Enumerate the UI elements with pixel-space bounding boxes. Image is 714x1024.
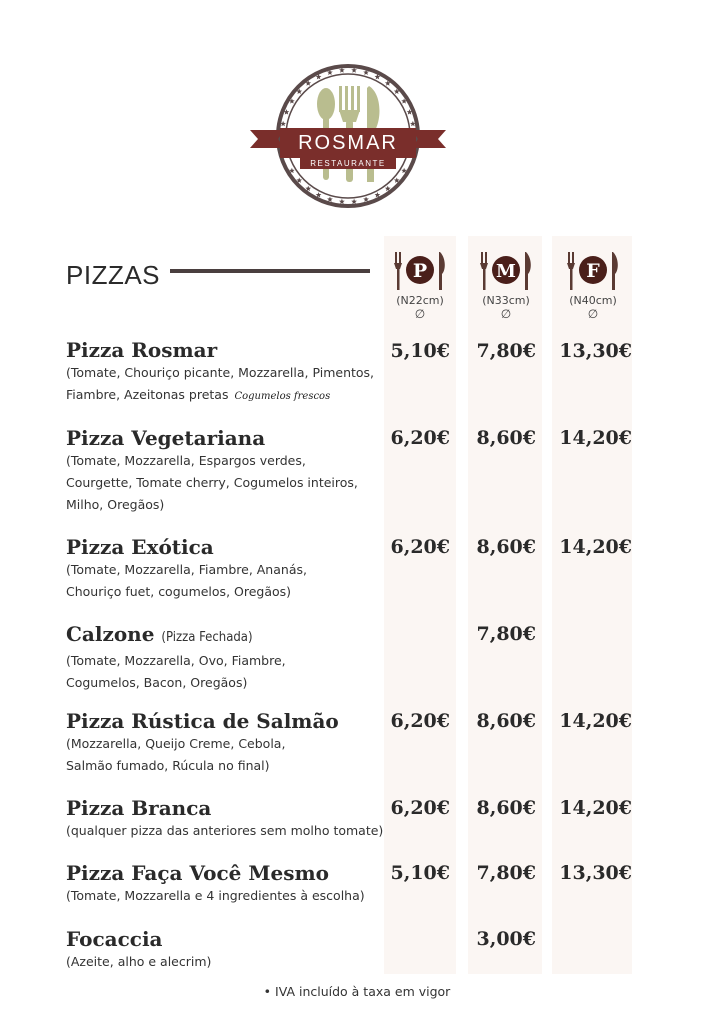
price-p: 6,20€ xyxy=(390,710,450,732)
price-p: 6,20€ xyxy=(390,797,450,819)
price-p: 5,10€ xyxy=(390,340,450,362)
size-header-m xyxy=(474,248,538,321)
price-m: 3,00€ xyxy=(476,928,536,950)
price-f: 13,30€ xyxy=(559,862,632,884)
price-f: 13,30€ xyxy=(559,340,632,362)
price-m: 7,80€ xyxy=(476,623,536,645)
size-plate-icon xyxy=(390,248,450,292)
item-description-line: Courgette, Tomate cherry, Cogumelos inteiros, xyxy=(66,475,358,490)
price-p: 5,10€ xyxy=(390,862,450,884)
section-title: PIZZAS xyxy=(66,260,161,290)
section-divider xyxy=(170,269,370,273)
price-m: 7,80€ xyxy=(476,340,536,362)
item-description-line: Cogumelos, Bacon, Oregãos) xyxy=(66,675,248,690)
diameter-symbol: ∅ xyxy=(500,307,512,321)
item-name: Pizza Rústica de Salmão xyxy=(66,709,339,733)
price-m: 8,60€ xyxy=(476,710,536,732)
item-description-line: (Tomate, Mozzarella, Espargos verdes, xyxy=(66,453,306,468)
item-description-line: (Tomate, Chouriço picante, Mozzarella, Pimentos, xyxy=(66,365,375,380)
item-name: Pizza Branca xyxy=(66,796,212,820)
menu-item-calzone xyxy=(66,622,286,694)
size-header-f xyxy=(561,248,625,321)
price-f: 14,20€ xyxy=(559,797,632,819)
size-dimension: (N22cm) xyxy=(396,294,444,307)
size-plate-icon xyxy=(476,248,536,292)
item-name: Focaccia xyxy=(66,927,163,951)
menu-item-focaccia xyxy=(66,927,211,973)
star-icon xyxy=(351,199,357,204)
logo-brand: ROSMAR xyxy=(298,132,398,154)
item-description-line: (Azeite, alho e alecrim) xyxy=(66,954,212,969)
item-name-note: (Pizza Fechada) xyxy=(161,630,253,645)
item-description-line: (Tomate, Mozzarella, Fiambre, Ananás, xyxy=(66,562,307,577)
item-name: Calzone xyxy=(66,622,155,646)
item-name: Pizza Vegetariana xyxy=(66,426,266,450)
item-description-line: (Mozzarella, Queijo Creme, Cebola, xyxy=(66,736,286,751)
item-description-line: Milho, Oregãos) xyxy=(66,497,165,512)
item-description-line: Salmão fumado, Rúcula no final) xyxy=(66,758,270,773)
price-f: 14,20€ xyxy=(559,536,632,558)
menu-item-pizza-faca-voce-mesmo xyxy=(66,861,365,907)
item-name: Pizza Exótica xyxy=(66,535,214,559)
restaurant-logo xyxy=(244,58,452,214)
menu-item-pizza-rustica-salmao xyxy=(66,709,339,777)
diameter-symbol: ∅ xyxy=(587,307,599,321)
size-letter: P xyxy=(412,260,428,282)
diameter-symbol: ∅ xyxy=(414,307,426,321)
menu-item-pizza-branca xyxy=(66,796,383,842)
star-icon xyxy=(339,199,345,204)
price-m: 8,60€ xyxy=(476,427,536,449)
size-plate-icon xyxy=(563,248,623,292)
item-name: Pizza Rosmar xyxy=(66,338,218,362)
item-description-line: Chouriço fuet, cogumelos, Oregãos) xyxy=(66,584,292,599)
handwritten-note: Cogumelos frescos xyxy=(234,391,331,402)
item-description-line: (Tomate, Mozzarella e 4 ingredientes à escolha) xyxy=(66,888,365,903)
item-description-line: (Tomate, Mozzarella, Ovo, Fiambre, xyxy=(66,653,286,668)
price-m: 7,80€ xyxy=(476,862,536,884)
size-letter: F xyxy=(586,260,600,282)
size-dimension: (N40cm) xyxy=(569,294,617,307)
size-dimension: (N33cm) xyxy=(482,294,530,307)
menu-item-pizza-vegetariana xyxy=(66,426,358,516)
item-description-line: Fiambre, Azeitonas pretas xyxy=(66,387,229,402)
size-header-p xyxy=(388,248,452,321)
menu-item-pizza-rosmar xyxy=(66,338,374,408)
price-f: 14,20€ xyxy=(559,710,632,732)
item-description-line: (qualquer pizza das anteriores sem molho tomate) xyxy=(66,823,384,838)
tax-footnote: • IVA incluído à taxa em vigor xyxy=(263,984,451,999)
menu-item-pizza-exotica xyxy=(66,535,307,603)
size-letter: M xyxy=(496,261,516,282)
logo-tagline: RESTAURANTE xyxy=(310,159,386,168)
price-f: 14,20€ xyxy=(559,427,632,449)
price-p: 6,20€ xyxy=(390,536,450,558)
price-p: 6,20€ xyxy=(390,427,450,449)
price-m: 8,60€ xyxy=(476,797,536,819)
item-name: Pizza Faça Você Mesmo xyxy=(66,861,329,885)
price-m: 8,60€ xyxy=(476,536,536,558)
